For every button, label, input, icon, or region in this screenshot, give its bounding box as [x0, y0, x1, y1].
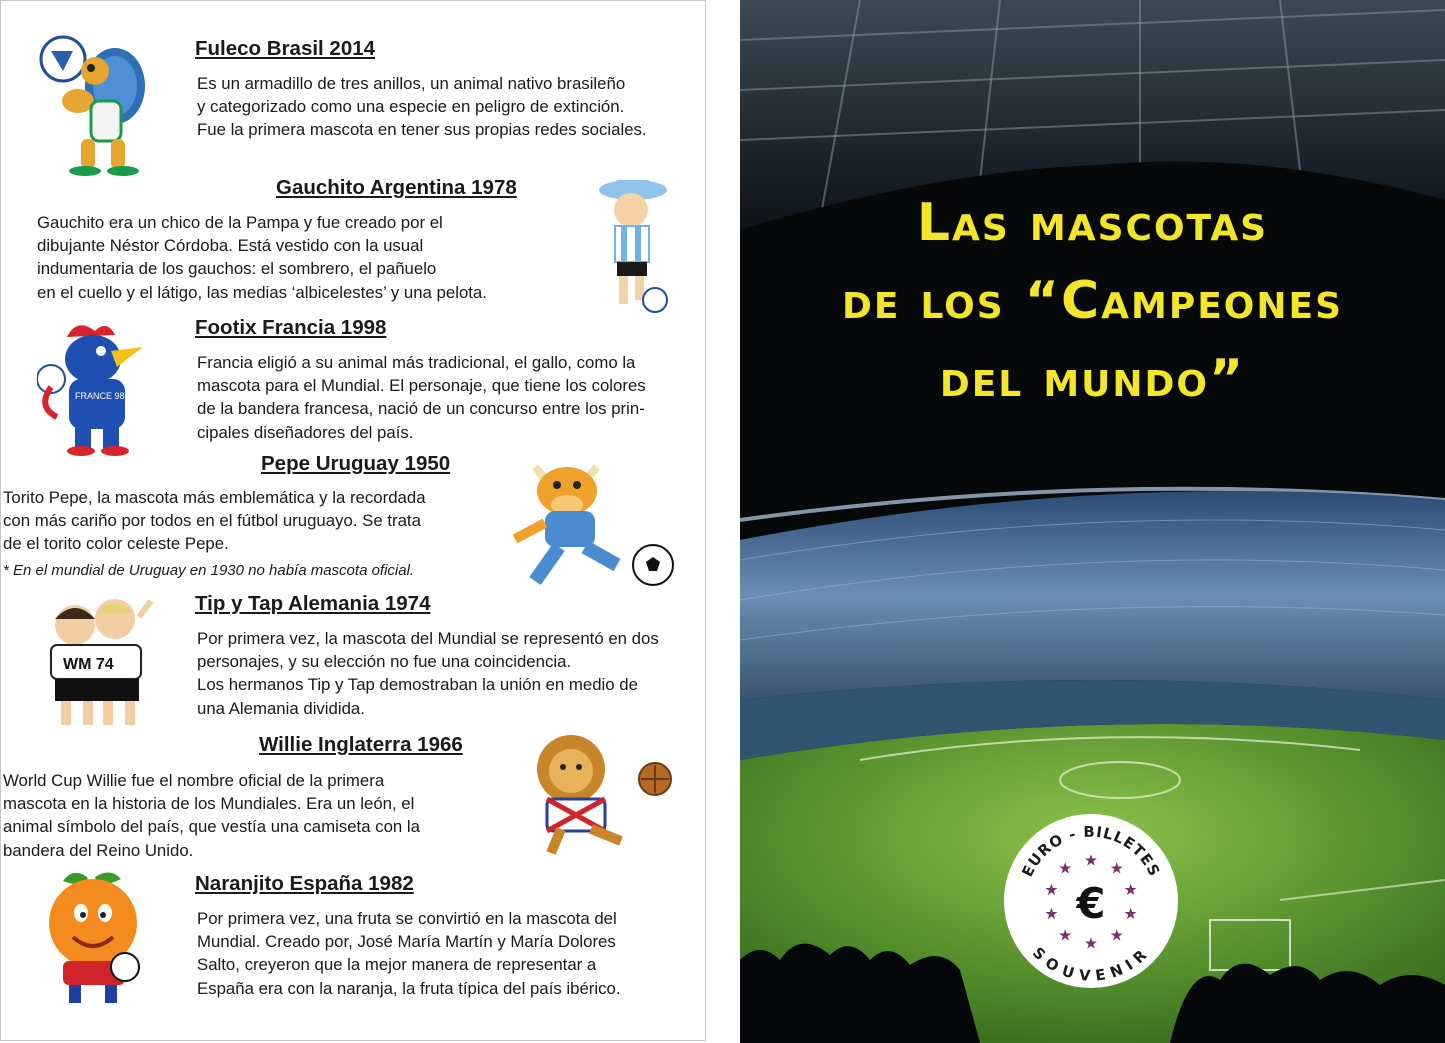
mascot-title: Footix Francia 1998	[195, 316, 387, 339]
description-line: Por primera vez, una fruta se convirtió en la mascota del	[197, 909, 617, 928]
cover-title-line: Las mascotas	[916, 193, 1269, 253]
euro-symbol: €	[1076, 878, 1106, 928]
description-line: animal símbolo del país, que vestía una camiseta con la	[3, 817, 420, 837]
mascot-description	[197, 627, 673, 720]
description-line: de la bandera francesa, nació de un concurso entre los prin-	[197, 399, 645, 419]
description-line: personajes, y su elección no fue una coincidencia.	[197, 652, 572, 672]
euro-billetes-seal	[1002, 812, 1180, 990]
description-line: Torito Pepe, la mascota más emblemática y la recordada	[3, 488, 426, 507]
seal-bottom-text: SOUVENIR	[1028, 944, 1154, 985]
description-line: indumentaria de los gauchos: el sombrero, el pañuelo	[37, 259, 437, 279]
svg-text:★: ★	[1058, 858, 1073, 878]
mascot-title: Gauchito Argentina 1978	[276, 176, 517, 199]
svg-text:★: ★	[1058, 925, 1073, 945]
svg-text:★: ★	[1044, 903, 1059, 923]
mascot-title: Tip y Tap Alemania 1974	[195, 592, 431, 615]
svg-text:★: ★	[1083, 850, 1099, 870]
svg-text:★: ★	[1109, 858, 1124, 878]
svg-text:★: ★	[1044, 880, 1059, 900]
description-line: World Cup Willie fue el nombre oficial de la primera	[3, 771, 385, 790]
svg-text:★: ★	[1123, 903, 1138, 923]
description-line: Es un armadillo de tres anillos, un animal nativo brasileño	[197, 74, 626, 93]
description-line: de el torito color celeste Pepe.	[3, 534, 229, 554]
shirt-text: WM 74	[63, 656, 114, 673]
mascot-title: Naranjito España 1982	[195, 872, 414, 895]
mascot-title: Willie Inglaterra 1966	[259, 733, 463, 756]
description-line: Gauchito era un chico de la Pampa y fue creado por el	[37, 213, 443, 232]
description-line: una Alemania dividida.	[197, 698, 365, 718]
mascot-description	[3, 486, 481, 556]
rooster-mascot-icon	[37, 317, 162, 457]
two-boys-mascot-icon	[39, 597, 161, 733]
description-line: Francia eligió a su animal más tradicional, el gallo, como la	[197, 353, 636, 372]
mascot-title: Pepe Uruguay 1950	[261, 452, 451, 475]
description-line: dibujante Néstor Córdoba. Está vestido con la usual	[37, 236, 424, 256]
seal-top-text: EURO - BILLETES	[1019, 823, 1163, 880]
svg-text:FRANCE 98: FRANCE 98	[75, 391, 125, 401]
mascot-description	[197, 351, 673, 444]
cover-title-line: de los “Campeones	[841, 271, 1344, 331]
description-line: mascota para el Mundial. El personaje, que tiene los colores	[197, 376, 646, 396]
description-line: en el cuello y el látigo, las medias ‘albicelestes’ y una pelota.	[37, 282, 487, 302]
svg-text:★: ★	[1123, 880, 1138, 900]
mascot-description	[3, 769, 495, 862]
cover-title	[740, 184, 1445, 418]
description-line: mascota en la historia de los Mundiales. Era un león, el	[3, 794, 415, 814]
description-line: Por primera vez, la mascota del Mundial se representó en dos	[197, 629, 659, 648]
mascot-title: Fuleco Brasil 2014	[195, 37, 376, 60]
description-line: con más cariño por todos en el fútbol uruguayo. Se trata	[3, 511, 421, 531]
svg-text:★: ★	[1083, 933, 1099, 953]
armadillo-mascot-icon	[33, 31, 153, 176]
mascots-info-page	[0, 0, 706, 1041]
mascot-description	[37, 211, 555, 304]
bull-mascot-icon	[505, 453, 675, 591]
description-line: España era con la naranja, la fruta típica del país ibérico.	[197, 978, 621, 998]
description-line: bandera del Reino Unido.	[3, 840, 194, 860]
lion-mascot-icon	[521, 729, 676, 859]
cover-title-line: del mundo”	[939, 349, 1246, 409]
description-line: Mundial. Creado por, José María Martín y María Dolores	[197, 932, 616, 952]
description-line: Fue la primera mascota en tener sus propias redes sociales.	[197, 120, 647, 140]
cover-page	[740, 0, 1445, 1043]
orange-mascot-icon	[33, 867, 158, 1009]
gaucho-boy-mascot-icon	[593, 176, 679, 316]
description-line: Los hermanos Tip y Tap demostraban la unión en medio de	[197, 675, 638, 695]
mascot-description	[197, 72, 673, 142]
svg-text:★: ★	[1109, 925, 1124, 945]
footnote: * En el mundial de Uruguay en 1930 no había mascota oficial.	[3, 562, 415, 579]
description-line: Salto, creyeron que la mejor manera de representar a	[197, 955, 597, 975]
description-line: y categorizado como una especie en peligro de extinción.	[197, 97, 625, 117]
description-line: cipales diseñadores del país.	[197, 422, 414, 442]
mascot-description	[197, 907, 673, 1000]
